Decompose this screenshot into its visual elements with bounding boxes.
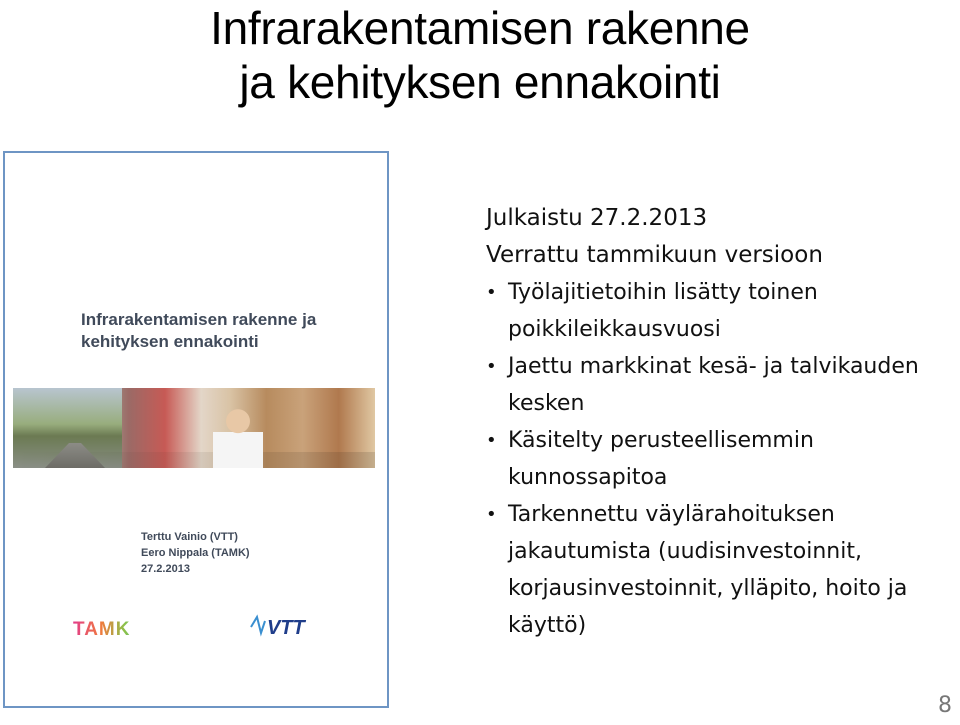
list-item [486,274,956,348]
change-list [486,274,956,644]
cover-title [81,309,371,353]
list-item [486,422,956,496]
slide-title [0,0,960,109]
tamk-logo: TAMK [73,619,153,641]
slide-title-line1: Infrarakentamisen rakenne [210,2,750,54]
page-number: 8 [938,693,952,718]
cover-person-photo [213,403,263,468]
cover-date: 27.2.2013 [141,563,190,575]
bullet-icon: • [486,430,497,451]
slide-title-line2: ja kehityksen ennakointi [239,56,721,108]
bullet-icon: • [486,356,497,377]
list-item [486,496,956,644]
list-item-text: Tarkennettu väylärahoituksen jakautumista (uudisinvestoinnit, korjausinvestoinnit, ylläpito, hoito ja käyttö) [508,502,908,638]
vtt-logo: VTT [267,617,305,639]
cover-authors [141,529,341,577]
bullet-icon: • [486,282,497,303]
report-cover-image [3,151,389,708]
list-item-text: Käsitelty perusteellisemmin kunnossapitoa [508,428,814,490]
cover-title-line2: kehityksen ennakointi [81,332,259,351]
content-text [486,200,956,644]
published-date: Julkaistu 27.2.2013 [486,205,708,231]
list-item [486,348,956,422]
cover-title-line1: Infrarakentamisen rakenne ja [81,310,317,329]
cover-author-1: Terttu Vainio (VTT) [141,531,238,543]
list-item-text: Jaettu markkinat kesä- ja talvikauden kesken [508,354,919,416]
list-item-text: Työlajitietoihin lisätty toinen poikkileikkausvuosi [508,280,818,342]
bullet-icon: • [486,504,497,525]
compared-version: Verrattu tammikuun versioon [486,242,823,268]
cover-author-2: Eero Nippala (TAMK) [141,547,250,559]
